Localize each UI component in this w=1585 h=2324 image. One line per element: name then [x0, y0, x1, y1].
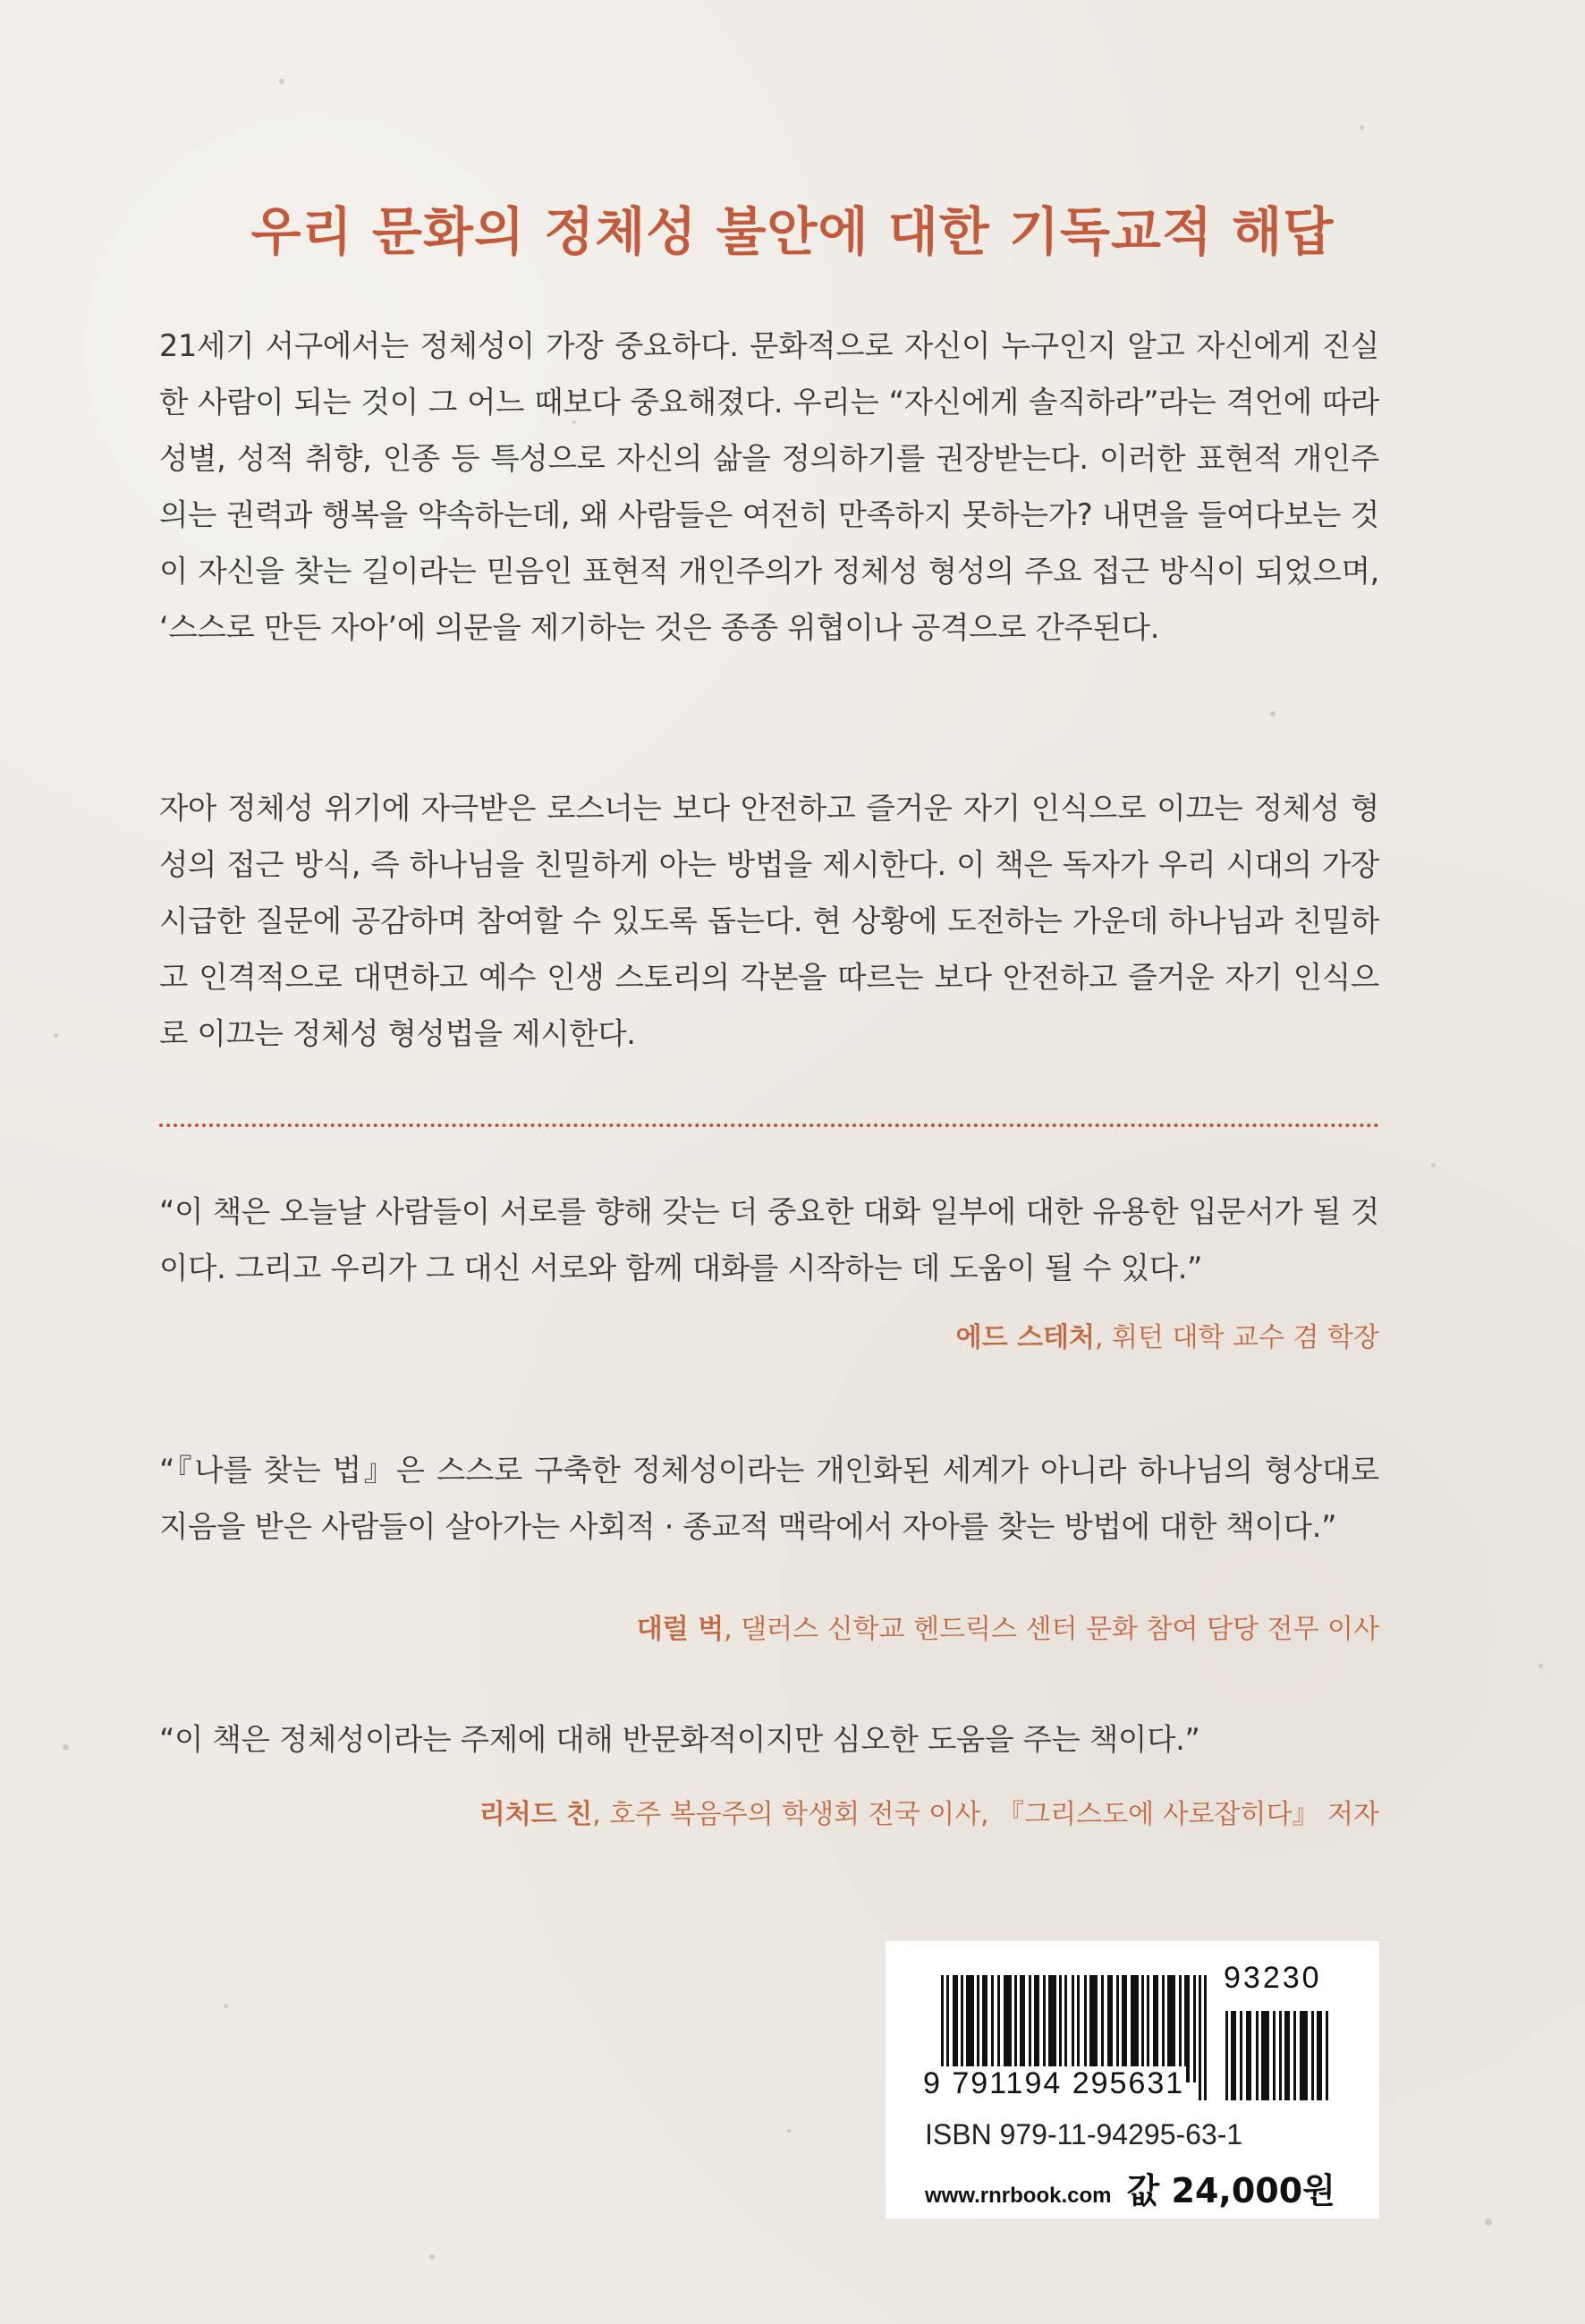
endorsement-quote-2: “『나를 찾는 법』은 스스로 구축한 정체성이라는 개인화된 세계가 아니라 하나님의 형상대로 지음을 받은 사람들이 살아가는 사회적 · 종교적 맥락에서 자아를 찾는 방법에 대한 책이다.” — [159, 1453, 1379, 1544]
endorser-name-1: 에드 스테처 — [955, 1322, 1095, 1353]
endorsement-quote-1: “이 책은 오늘날 사람들이 서로를 향해 갖는 더 중요한 대화 일부에 대한 유용한 입문서가 될 것이다. 그리고 우리가 그 대신 서로와 함께 대화를 시작하는 데 도움이 될 수 있다.” — [159, 1194, 1379, 1285]
endorser-role-1: , 휘턴 대학 교수 겸 학장 — [1094, 1322, 1379, 1353]
price-row — [925, 2163, 1335, 2212]
ean-number: 9 791194 295631 — [923, 2066, 1185, 2100]
headline: 우리 문화의 정체성 불안에 대한 기독교적 해답 — [250, 201, 1335, 262]
addon-code: 93230 — [1224, 1961, 1322, 1995]
isbn-text: ISBN 979-11-94295-63-1 — [925, 2118, 1243, 2150]
barcode-box — [886, 1941, 1379, 2218]
endorsement-quote-3: “이 책은 정체성이라는 주제에 대해 반문화적이지만 심오한 도움을 주는 책이다.” — [159, 1722, 1200, 1757]
body-paragraph-2: 자아 정체성 위기에 자극받은 로스너는 보다 안전하고 즐거운 자기 인식으로 이끄는 정체성 형성의 접근 방식, 즉 하나님을 친밀하게 아는 방법을 제시한다. 이 책은 독자가 우리 시대의 가장 시급한 질문에 공감하며 참여할 수 있도록 돕는다. 현 상황에 도전하는 가운데 하나님과 친밀하고 인격적으로 대면하고 예수 인생 스토리의 각본을 따르는 보다 안전하고 즐거운 자기 인식으로 이끄는 정체성 형성법을 제시한다. — [159, 791, 1379, 1051]
publisher-url: www.rnrbook.com — [925, 2184, 1112, 2208]
body-paragraph-1: 21세기 서구에서는 정체성이 가장 중요하다. 문화적으로 자신이 누구인지 알고 자신에게 진실한 사람이 되는 것이 그 어느 때보다 중요해졌다. 우리는 “자신에게 솔직하라”라는 격언에 따라 성별, 성적 취향, 인종 등 특성으로 자신의 삶을 정의하기를 권장받는다. 이러한 표현적 개인주의는 권력과 행복을 약속하는데, 왜 사람들은 여전히 만족하지 못하는가? 내면을 들여다보는 것이 자신을 찾는 길이라는 믿음인 표현적 개인주의가 정체성 형성의 주요 접근 방식이 되었으며, ‘스스로 만든 자아’에 의문을 제기하는 것은 종종 위협이나 공격으로 간주된다. — [159, 328, 1379, 645]
endorser-role-3: , 호주 복음주의 학생회 전국 이사, 『그리스도에 사로잡히다』 저자 — [592, 1799, 1379, 1830]
dotted-divider — [159, 1124, 1379, 1127]
endorsement-attribution-1 — [956, 1315, 1379, 1354]
endorsement-attribution-3 — [479, 1792, 1379, 1831]
endorsement-attribution-2 — [637, 1607, 1379, 1646]
endorser-name-2: 대럴 벅 — [636, 1614, 725, 1645]
endorser-role-2: , 댈러스 신학교 헨드릭스 센터 문화 참여 담당 전무 이사 — [724, 1614, 1379, 1645]
price: 값 24,000원 — [1126, 2171, 1335, 2210]
endorser-name-3: 리처드 친 — [479, 1799, 593, 1830]
